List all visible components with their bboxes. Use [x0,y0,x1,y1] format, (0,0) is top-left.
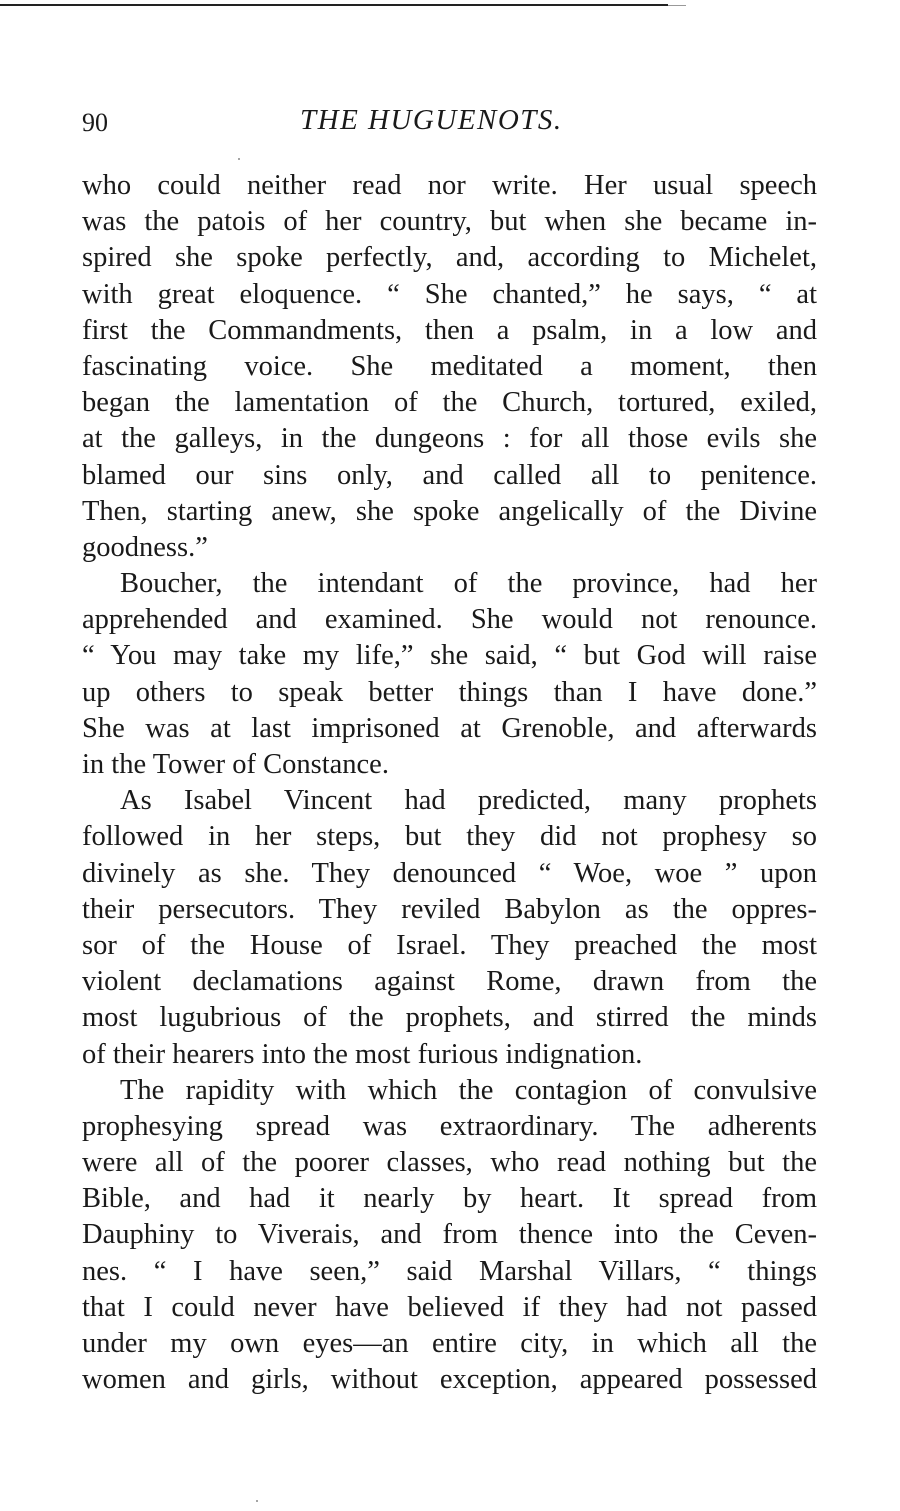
text-line: up others to speak better things than I have done.” [82,676,817,708]
text-line: of their hearers into the most furious indignation. [82,1038,643,1070]
running-head [82,104,817,144]
text-line: first the Commandments, then a psalm, in a low and [82,314,817,346]
body-text [82,168,817,1398]
text-line: in the Tower of Constance. [82,749,389,780]
text-line: Dauphiny to Viverais, and from thence into the Ceven- [82,1219,817,1251]
text-line: Then, starting anew, she spoke angelically of the Divine [82,495,817,527]
text-line: spired she spoke perfectly, and, according to Michelet, [82,242,817,274]
paragraph-4 [82,1073,817,1399]
page-number: 90 [82,108,108,137]
text-line: sor of the House of Israel. They preached the most [82,929,817,961]
paragraph-3 [82,783,817,1073]
running-title: THE HUGUENOTS. [300,104,563,136]
text-line: As Isabel Vincent had predicted, many prophets [120,785,817,817]
text-line: Bible, and had it nearly by heart. It spread from [82,1183,817,1215]
text-line: fascinating voice. She meditated a moment, then [82,350,817,382]
top-rule-tail [668,5,686,6]
text-line: goodness.” [82,531,208,563]
text-line: women and girls, without exception, appeared possessed [82,1364,817,1396]
paragraph-2 [82,566,817,783]
text-line: were all of the poorer classes, who read nothing but the [82,1147,817,1179]
text-line: who could neither read nor write. Her usual speech [82,170,817,201]
text-line: most lugubrious of the prophets, and stirred the minds [82,1002,817,1034]
text-line: that I could never have believed if they had not passed [82,1291,817,1323]
text-line: divinely as she. They denounced “ Woe, woe ” upon [82,857,817,889]
text-line: She was at last imprisoned at Grenoble, and afterwards [82,712,817,744]
text-line: with great eloquence. “ She chanted,” he says, “ at [82,278,817,310]
text-line: followed in her steps, but they did not prophesy so [82,821,817,853]
text-line: nes. “ I have seen,” said Marshal Villars, “ things [82,1255,817,1287]
text-line: The rapidity with which the contagion of convulsive [120,1074,817,1106]
paragraph-1 [82,168,817,566]
text-line: under my own eyes—an entire city, in which all the [82,1328,817,1359]
text-line: prophesying spread was extraordinary. The adherents [82,1110,817,1142]
print-speck [238,158,240,160]
text-line: at the galleys, in the dungeons : for all those evils she [82,423,817,455]
text-line: their persecutors. They reviled Babylon as the oppres- [82,893,817,925]
text-line: began the lamentation of the Church, tortured, exiled, [82,387,817,419]
print-speck [256,1500,258,1502]
text-line: violent declamations against Rome, drawn from the [82,966,817,998]
text-line: blamed our sins only, and called all to penitence. [82,459,817,491]
top-rule [0,4,668,6]
text-line: Boucher, the intendant of the province, had her [120,568,817,600]
text-line: was the patois of her country, but when she became in- [82,206,817,238]
text-line: apprehended and examined. She would not renounce. [82,604,817,636]
text-line: “ You may take my life,” she said, “ but God will raise [82,640,817,672]
